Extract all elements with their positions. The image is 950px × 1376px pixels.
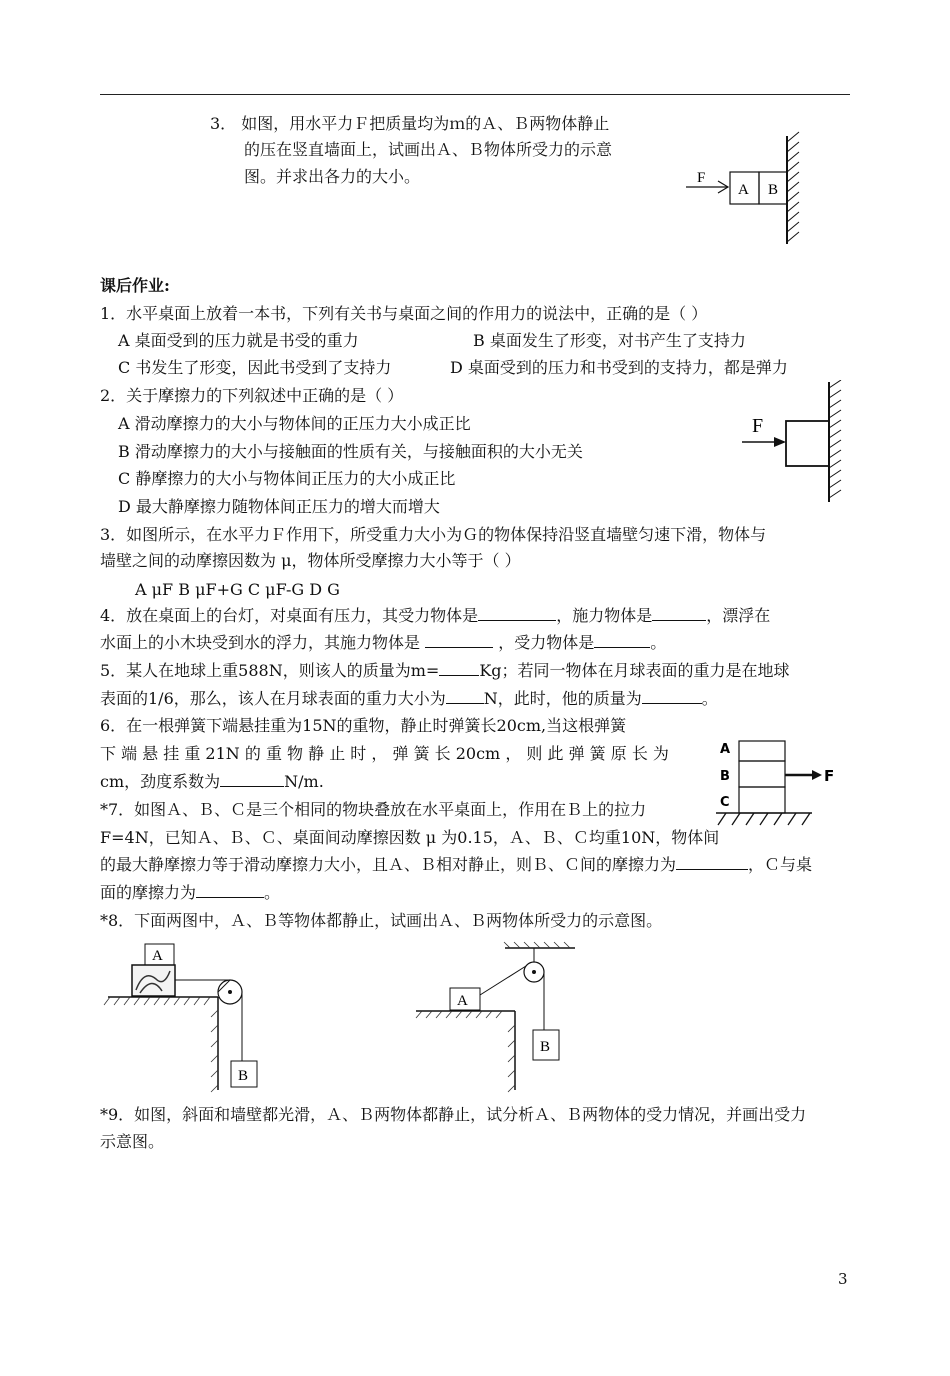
q7-line3 — [100, 855, 812, 875]
q1-option-a: A 桌面受到的压力就是书受的重力 — [118, 331, 359, 350]
q4-line1 — [100, 606, 770, 626]
q6-line2: 下 端 悬 挂 重 21N 的 重 物 静 止 时 ， 弹 簧 长 20cm ， 则 此 弹 簧 原 长 为 — [100, 744, 669, 763]
q4-blank-3[interactable] — [425, 633, 493, 648]
q5-blank-2[interactable] — [446, 689, 484, 704]
q4-text-3: ，漂浮在 — [706, 606, 771, 625]
q7-line4 — [100, 883, 280, 903]
q4-blank-1[interactable] — [478, 606, 556, 621]
header-rule — [100, 94, 850, 95]
q6-text-2: N/m. — [284, 772, 324, 791]
wall-blocks-figure — [680, 128, 810, 248]
q7-text-3: 面的摩擦力为 — [100, 883, 197, 902]
q7-text-1: 的最大静摩擦力等于滑动摩擦力大小，且Ａ、Ｂ相对静止，则Ｂ、Ｃ间的摩擦力为 — [100, 855, 677, 874]
q3-line2: 墙壁之间的动摩擦因数为 μ，物体所受摩擦力大小等于（ ） — [100, 551, 521, 570]
q9-line2: 示意图。 — [100, 1132, 165, 1151]
q4-blank-2[interactable] — [652, 606, 706, 621]
block-lower — [132, 965, 175, 996]
block-b-label: B — [540, 1039, 551, 1055]
q3-options: A μF B μF+G C μF-G D G — [135, 580, 340, 599]
q5-line1 — [100, 661, 790, 681]
q9-line1: *9．如图，斜面和墙壁都光滑，Ａ、Ｂ两物体都静止，试分析Ａ、Ｂ两物体的受力情况，并画出受力 — [100, 1105, 807, 1124]
q2-option-c: C 静摩擦力的大小与物体间正压力的大小成正比 — [118, 469, 456, 488]
q7-line2: F=4N，已知Ａ、Ｂ、Ｃ、桌面间动摩擦因数 μ 为0.15，Ａ、Ｂ、Ｃ均重10N，物体间 — [100, 828, 720, 847]
block-against-wall-figure — [740, 380, 855, 505]
q6-blank[interactable] — [220, 772, 284, 787]
label-f: F — [824, 767, 835, 785]
q3-top-line3: 图。并求出各力的大小。 — [244, 167, 421, 186]
q7-blank-2[interactable] — [196, 883, 264, 898]
q5-text-2: Kg；若同一物体在月球表面的重力是在地球 — [479, 661, 790, 680]
q2-option-a: A 滑动摩擦力的大小与物体间的正压力大小成正比 — [118, 414, 471, 433]
block-a-label: A — [738, 182, 749, 198]
q4-text-1: 4．放在桌面上的台灯，对桌面有压力，其受力物体是 — [100, 606, 479, 625]
q2-option-d: D 最大静摩擦力随物体间正压力的增大而增大 — [118, 497, 440, 516]
q7-text-2: ，Ｃ与桌 — [748, 855, 813, 874]
q1-option-d: D 桌面受到的压力和书受到的支持力，都是弹力 — [450, 358, 788, 377]
q4-text-6: 。 — [650, 633, 667, 652]
q5-text-5: 。 — [701, 689, 718, 708]
block-b-label: B — [768, 182, 779, 198]
block-c — [739, 787, 785, 813]
q4-line2 — [100, 633, 666, 653]
block — [786, 421, 829, 466]
q1-option-b: B 桌面发生了形变，对书产生了支持力 — [473, 331, 746, 350]
q4-blank-4[interactable] — [594, 633, 650, 648]
q8-line: *8．下面两图中，Ａ、Ｂ等物体都静止，试画出Ａ、Ｂ两物体所受力的示意图。 — [100, 911, 663, 930]
label-a: A — [720, 742, 731, 757]
q5-text-1: 5．某人在地球上重588N，则该人的质量为m= — [100, 661, 440, 680]
q2-stem: 2．关于摩擦力的下列叙述中正确的是（ ） — [100, 386, 404, 405]
q3-top-line2: 的压在竖直墙面上，试画出Ａ、Ｂ物体所受力的示意 — [244, 140, 613, 159]
block-a — [739, 741, 785, 761]
q7-line1: *7．如图Ａ、Ｂ、Ｃ是三个相同的物块叠放在水平桌面上，作用在Ｂ上的拉力 — [100, 800, 647, 819]
block-a-label: A — [457, 993, 468, 1009]
block-a-label: A — [152, 948, 163, 964]
force-label: F — [697, 170, 706, 186]
q1-option-c: C 书发生了形变，因此书受到了支持力 — [118, 358, 392, 377]
label-b: B — [720, 769, 730, 784]
q5-line2 — [100, 689, 718, 709]
q4-text-2: ，施力物体是 — [556, 606, 653, 625]
pulley-table-figure — [100, 935, 280, 1095]
q3-line1: 3．如图所示，在水平力Ｆ作用下，所受重力大小为Ｇ的物体保持沿竖直墙壁匀速下滑，物体与 — [100, 525, 767, 544]
q4-text-4: 水面上的小木块受到水的浮力，其施力物体是 — [100, 633, 421, 652]
q5-blank-3[interactable] — [642, 689, 702, 704]
label-c: C — [720, 795, 730, 810]
q5-text-4: N，此时，他的质量为 — [483, 689, 642, 708]
q6-line3 — [100, 772, 324, 792]
q6-text-1: cm，劲度系数为 — [100, 772, 221, 791]
q1-stem: 1．水平桌面上放着一本书，下列有关书与桌面之间的作用力的说法中，正确的是（ ） — [100, 304, 708, 323]
q5-blank-1[interactable] — [439, 661, 479, 676]
q2-option-b: B 滑动摩擦力的大小与接触面的性质有关，与接触面积的大小无关 — [118, 442, 583, 461]
block-b — [739, 761, 785, 787]
pulley-ceiling-figure — [410, 940, 580, 1095]
stacked-blocks-figure — [712, 735, 842, 835]
q3-top-line1: 3． 如图，用水平力Ｆ把质量均为ｍ的Ａ、Ｂ两物体静止 — [210, 114, 610, 133]
q7-text-4: 。 — [264, 883, 281, 902]
q6-line1: 6．在一根弹簧下端悬挂重为15N的重物，静止时弹簧长20cm,当这根弹簧 — [100, 716, 627, 735]
block-b-label: B — [238, 1068, 249, 1084]
q7-blank-1[interactable] — [676, 855, 748, 870]
q4-text-5: ，受力物体是 — [498, 633, 595, 652]
q5-text-3: 表面的1/6，那么，该人在月球表面的重力大小为 — [100, 689, 446, 708]
page-number: 3 — [838, 1270, 848, 1288]
homework-heading: 课后作业: — [100, 276, 170, 295]
force-label: F — [752, 415, 764, 437]
